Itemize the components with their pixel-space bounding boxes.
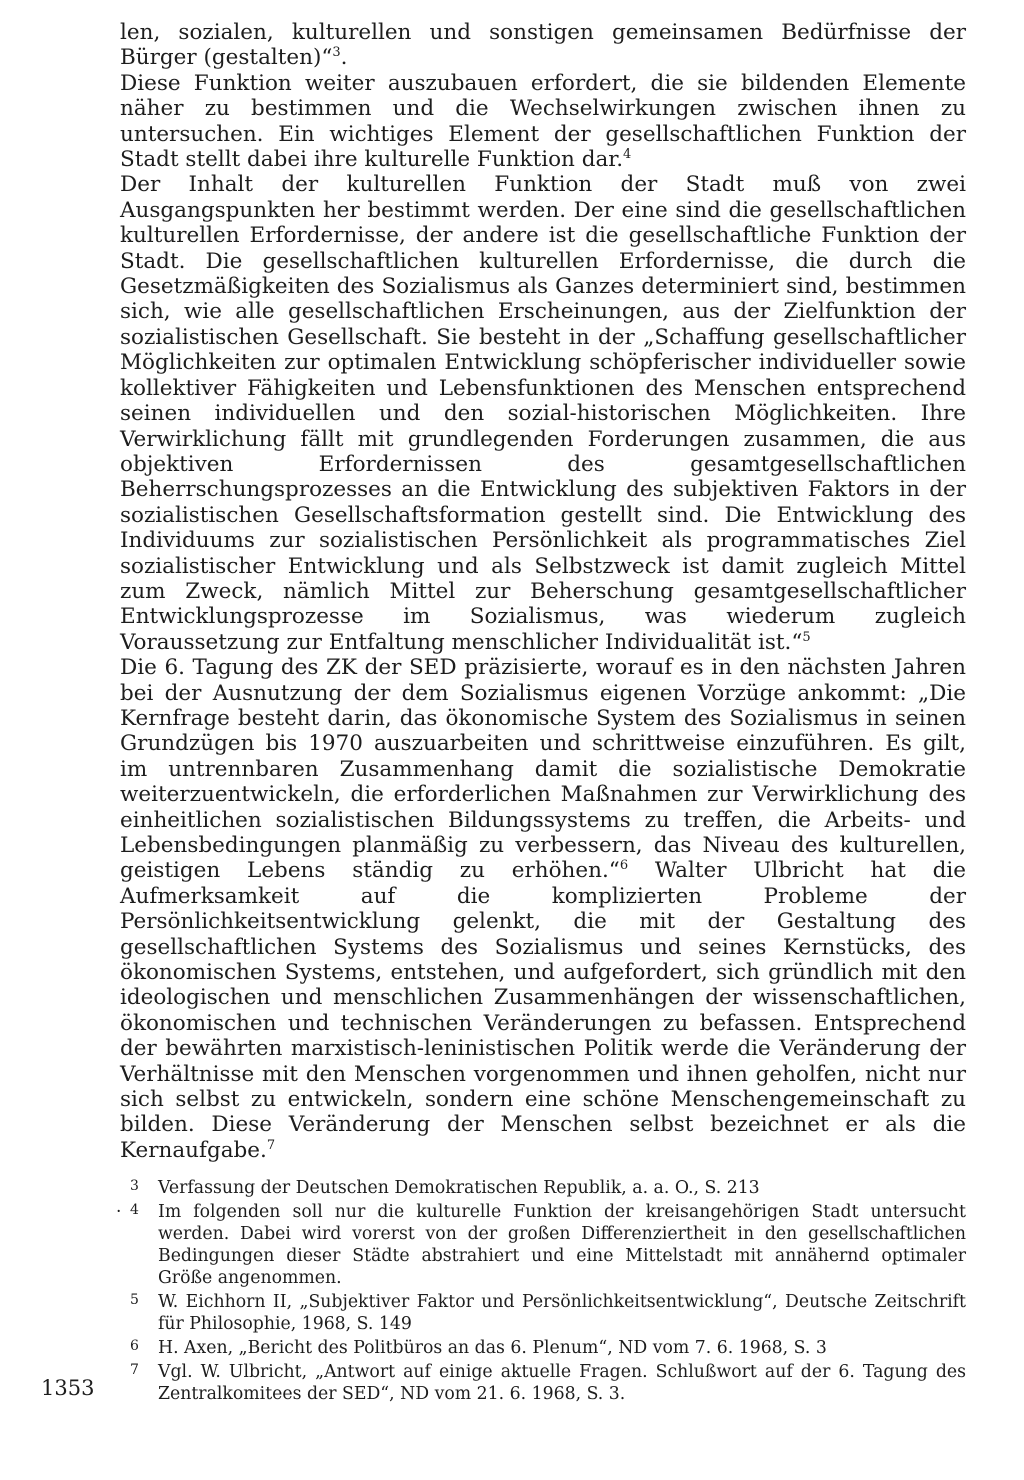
- footnote-3: [130, 1177, 966, 1199]
- footnote-number: 4: [130, 1202, 139, 1218]
- footnote-text: H. Axen, „Bericht des Politbüros an das 6. Plenum“, ND vom 7. 6. 1968, S. 3: [158, 1338, 827, 1358]
- footnote-number: 3: [130, 1178, 139, 1194]
- footnote-ref-5[interactable]: 5: [802, 629, 811, 645]
- paragraph-3: Der Inhalt der kulturellen Funktion der Stadt muß von zwei Ausgangspunkten her bestimmt werden. Der eine sind die gesellschaftlichen kulturellen Erfordernisse, der andere ist die gesellschaftliche Funktion der Stadt. Die gesellschaftlichen kulturellen Erfordernisse, die durch die Gesetzmäßigkeiten des Sozialismus als Ganzes determiniert sind, bestimmen sich, wie alle gesellschaftlichen Erscheinungen, aus der Zielfunktion der sozialistischen Gesellschaft. Sie besteht in der „Schaffung gesellschaftlicher Möglichkeiten zur optimalen Entwicklung schöpferischer individueller sowie kollektiver Fähigkeiten und Lebensfunktionen des Menschen entsprechend seinen individuellen und den sozial-historischen Möglichkeiten. Ihre Verwirklichung fällt mit grundlegenden Forderungen zusammen, die aus objektiven Erfordernissen des gesamtgesellschaftlichen Beherrschungsprozesses an die Entwicklung des subjektiven Faktors in der sozialistischen Gesellschaftsformation gestellt sind. Die Entwicklung des Individuums zur sozialistischen Persönlichkeit als programmatisches Ziel sozialistischer Entwicklung und als Selbstzweck ist damit zugleich Mittel zum Zweck, nämlich Mittel zur Beherschung gesamtgesellschaftlicher Entwicklungsprozesse im Sozialismus, was wiederum zugleich Voraussetzung zur Entfaltung menschlicher Individualität ist.“$^5$: [120, 172, 966, 655]
- footnote-ref-4[interactable]: 4: [623, 147, 632, 163]
- footnote-7: [130, 1361, 966, 1405]
- footnotes: [116, 1177, 966, 1407]
- paragraph-1: len, sozialen, kulturellen und sonstigen gemeinsamen Bedürfnisse der Bürger (gestalten)“$^3$.: [120, 20, 966, 71]
- footnote-ref-7[interactable]: 7: [266, 1137, 276, 1153]
- footnote-text: Im folgenden soll nur die kulturelle Funktion der kreisangehörigen Stadt untersucht werden. Dabei wird vorerst von der großen Differenziertheit in den gesellschaftlichen Bedingungen dieser Städte abstrahiert und eine Mittelstadt mit annähernd optimaler Größe angenommen.: [158, 1202, 966, 1288]
- footnote-ref-6[interactable]: 6: [619, 858, 629, 874]
- footnote-6: [130, 1337, 966, 1359]
- footnote-text: Verfassung der Deutschen Demokratischen Republik, a. a. O., S. 213: [158, 1178, 760, 1198]
- footnote-number: 6: [130, 1338, 139, 1354]
- paragraph-2: Diese Funktion weiter auszubauen erfordert, die sie bildenden Elemente näher zu bestimmen und die Wechselwirkungen zwischen ihnen zu untersuchen. Ein wichtiges Element der gesellschaftlichen Funktion der Stadt stellt dabei ihre kulturelle Funktion dar.$^4$: [120, 70, 966, 173]
- footnote-text: Vgl. W. Ulbricht, „Antwort auf einige aktuelle Fragen. Schlußwort auf der 6. Tagung des Zentralkomitees der SED“, ND vom 21. 6. 1968, S. 3.: [158, 1362, 966, 1404]
- footnote-ref-3[interactable]: 3: [332, 45, 341, 61]
- footnote-text: W. Eichhorn II, „Subjektiver Faktor und Persönlichkeitsentwicklung“, Deutsche Zeitschrift für Philosophie, 1968, S. 149: [158, 1292, 966, 1334]
- page-number: 1353: [41, 1376, 95, 1400]
- paragraph-4: Die 6. Tagung des ZK der SED präzisierte, worauf es in den nächsten Jahren bei der Ausnutzung der dem Sozialismus eigenen Vorzüge ankommt: „Die Kernfrage besteht darin, das ökonomische System des Sozialismus in seinen Grundzügen bis 1970 auszuarbeiten und schrittweise einzuführen. Es gilt, im untrennbaren Zusammenhang damit die sozialistische Demokratie weiterzuentwickeln, die erforderlichen Maßnahmen zur Verwirklichung des einheitlichen sozialistischen Bildungssystems zu treffen, die Arbeits- und Lebensbedingungen planmäßig zu verbessern, das Niveau des kulturellen, geistigen Lebens ständig zu erhöhen.“$^6$ Walter Ulbricht hat die Aufmerksamkeit auf die komplizierten Probleme der Persönlichkeitsentwicklung gelenkt, die mit der Gestaltung des gesellschaftlichen Systems des Sozialismus und seines Kernstücks, des ökonomischen Systems, entstehen, und aufgefordert, sich gründlich mit den ideologischen und menschlichen Zusammenhängen der wissenschaftlichen, ökonomischen und technischen Veränderungen zu befassen. Entsprechend der bewährten marxistisch-leninistischen Politik werde die Veränderung der Verhältnisse mit den Menschen vorgenommen und ihnen geholfen, nicht nur sich selbst zu entwickeln, sondern eine schöne Menschengemeinschaft zu bilden. Diese Veränderung der Menschen selbst bezeichnet er als die Kernaufgabe.$^7$: [120, 655, 967, 1163]
- margin-dot: ·: [116, 1202, 122, 1222]
- footnote-number: 7: [130, 1362, 139, 1378]
- body-text: [120, 20, 966, 1163]
- footnote-number: 5: [130, 1292, 139, 1308]
- footnote-5: [130, 1291, 966, 1335]
- footnote-4: [116, 1201, 966, 1289]
